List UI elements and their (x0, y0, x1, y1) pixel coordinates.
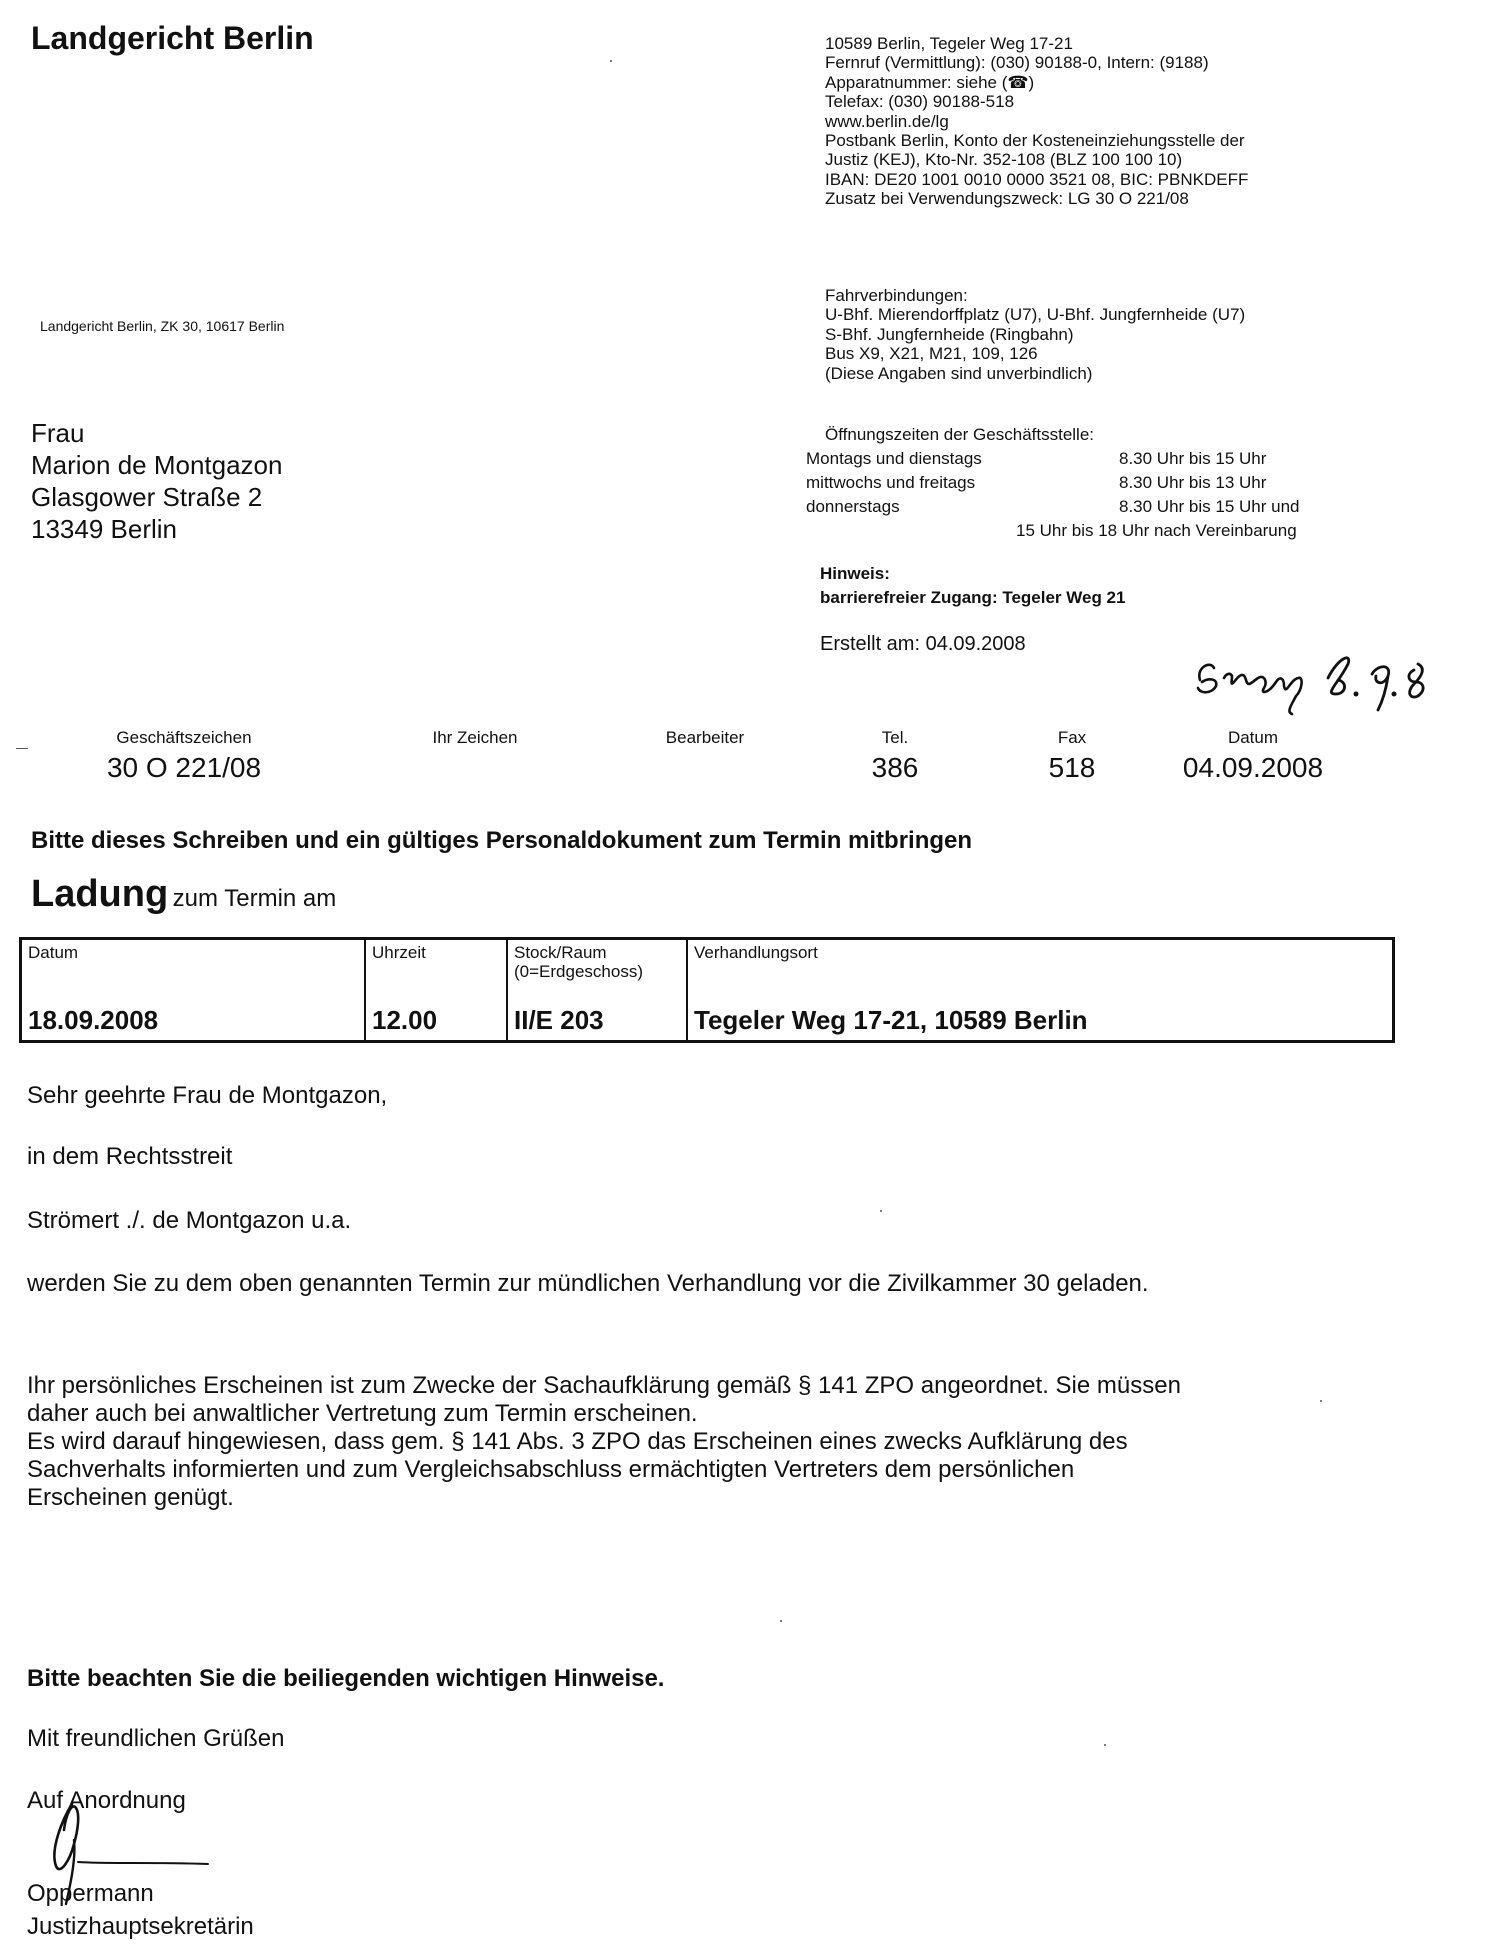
summons-place-cell (686, 940, 1392, 1040)
court-iban: IBAN: DE20 1001 0010 0000 3521 08, BIC: PBNKDEFF (825, 169, 1249, 189)
clerk-title: Justizhauptsekretärin (27, 1913, 254, 1940)
hours-time: 8.30 Uhr bis 13 Uhr (1119, 473, 1267, 492)
telephone (845, 728, 945, 784)
summons-date-value: 18.09.2008 (28, 1005, 159, 1035)
telephone-value: 386 (871, 752, 919, 783)
closing-order: Auf Anordnung (27, 1787, 186, 1814)
case-number-label: Geschäftszeichen (116, 728, 252, 747)
hours-extra: 15 Uhr bis 18 Uhr nach Vereinbarung (1016, 521, 1297, 540)
summons-statement: werden Sie zu dem oben genannten Termin zur mündlichen Verhandlung vor die Zivilkammer 30 geladen. (27, 1270, 1149, 1297)
court-extension: Apparatnummer: siehe (☎) (825, 72, 1035, 92)
hint-text: barrierefreier Zugang: Tegeler Weg 21 (820, 588, 1126, 607)
hours-row (806, 447, 1366, 471)
handwritten-receipt-note (1188, 638, 1448, 718)
court-contact-block (825, 34, 1248, 209)
court-phone: Fernruf (Vermittlung): (030) 90188-0, Intern: (9188) (825, 53, 1209, 73)
summons-place-label: Verhandlungsort (694, 943, 818, 962)
paragraph-line: Es wird darauf hingewiesen, dass gem. § 141 Abs. 3 ZPO das Erscheinen eines zwecks Aufklärung des (27, 1428, 1128, 1455)
transport-line: U-Bhf. Mierendorffplatz (U7), U-Bhf. Jungfernheide (U7) (825, 305, 1246, 325)
court-name: Landgericht Berlin (31, 20, 314, 56)
letter-date-label: Datum (1227, 728, 1279, 747)
your-reference (410, 728, 540, 748)
court-website: www.berlin.de/lg (825, 111, 949, 131)
court-fax: Telefax: (030) 90188-518 (825, 92, 1015, 112)
summons-table (19, 937, 1395, 1043)
scan-speck (880, 1210, 882, 1212)
summons-date-label: Datum (28, 943, 79, 962)
letter-date (1168, 728, 1338, 784)
summons-room-cell (506, 940, 686, 1040)
bring-documents-instruction: Bitte dieses Schreiben und ein gültiges Personaldokument zum Termin mitbringen (31, 827, 973, 854)
case-number (84, 728, 284, 784)
scan-speck (610, 60, 612, 62)
summons-date-cell (22, 940, 364, 1040)
transport-block (825, 286, 1245, 383)
opening-hours (806, 447, 1366, 543)
summons-room-sublabel: (0=Erdgeschoss) (514, 962, 643, 981)
scan-speck (780, 1620, 782, 1622)
transport-line: Bus X9, X21, M21, 109, 126 (825, 344, 1038, 364)
fax (1022, 728, 1122, 784)
hint-block (820, 562, 1125, 610)
letter-date-value: 04.09.2008 (1182, 752, 1324, 783)
hours-day: mittwochs und freitags (806, 473, 976, 492)
summons-time-label: Uhrzeit (372, 943, 426, 962)
hours-day: donnerstags (806, 497, 900, 516)
hours-day: Montags und dienstags (806, 449, 982, 468)
court-reference-note: Zusatz bei Verwendungszweck: LG 30 O 221/08 (825, 189, 1189, 209)
transport-line: S-Bhf. Jungfernheide (Ringbahn) (825, 324, 1074, 344)
summons-title-big: Ladung (31, 873, 169, 915)
clerk (640, 728, 770, 748)
recipient-name: Marion de Montgazon (31, 450, 283, 480)
summons-time-cell (364, 940, 506, 1040)
closing-greeting: Mit freundlichen Grüßen (27, 1725, 285, 1752)
hours-time: 8.30 Uhr bis 15 Uhr (1119, 449, 1267, 468)
hours-title (825, 425, 1094, 444)
important-notes-reminder: Bitte beachten Sie die beiliegenden wichtigen Hinweise. (27, 1665, 665, 1692)
salutation: Sehr geehrte Frau de Montgazon, (27, 1082, 388, 1109)
recipient-salutation: Frau (31, 418, 85, 448)
case-number-value: 30 O 221/08 (106, 752, 262, 783)
court-address: 10589 Berlin, Tegeler Weg 17-21 (825, 34, 1073, 53)
hours-row (806, 495, 1366, 519)
paragraph-line: Erscheinen genügt. (27, 1484, 234, 1511)
court-bank-line-2: Justiz (KEJ), Kto-Nr. 352-108 (BLZ 100 100 10) (825, 150, 1183, 170)
hint-title: Hinweis: (820, 564, 890, 583)
case-parties: Strömert ./. de Montgazon u.a. (27, 1207, 352, 1234)
paragraph-line: Sachverhalts informierten und zum Vergleichsabschluss ermächtigten Vertreters dem persönlichen (27, 1456, 1075, 1483)
scan-speck (1104, 1744, 1106, 1746)
recipient-street: Glasgower Straße 2 (31, 482, 263, 512)
scan-speck (1320, 1400, 1322, 1402)
summons-room-label: Stock/Raum (514, 943, 607, 962)
clerk-name: Oppermann (27, 1880, 154, 1907)
scan-speck (16, 748, 28, 749)
fax-label: Fax (1057, 728, 1087, 747)
clerk-label: Bearbeiter (665, 728, 745, 747)
return-address: Landgericht Berlin, ZK 30, 10617 Berlin (40, 318, 285, 334)
summons-title (31, 873, 336, 916)
transport-line: (Diese Angaben sind unverbindlich) (825, 363, 1093, 383)
recipient-city: 13349 Berlin (31, 514, 177, 544)
summons-title-small: zum Termin am (172, 885, 337, 912)
your-reference-label: Ihr Zeichen (432, 728, 518, 747)
hours-row (806, 471, 1366, 495)
fax-value: 518 (1048, 752, 1096, 783)
appearance-paragraph (27, 1372, 1181, 1512)
hours-title-text: Öffnungszeiten der Geschäftsstelle: (825, 425, 1095, 444)
paragraph-line: Ihr persönliches Erscheinen ist zum Zwecke der Sachaufklärung gemäß § 141 ZPO angeordnet. Sie müssen (27, 1372, 1181, 1399)
recipient-address (31, 417, 282, 545)
court-bank-line-1: Postbank Berlin, Konto der Kosteneinziehungsstelle der (825, 131, 1245, 151)
telephone-label: Tel. (881, 728, 909, 747)
hours-time: 8.30 Uhr bis 15 Uhr und (1119, 497, 1300, 516)
created-date: Erstellt am: 04.09.2008 (820, 633, 1026, 655)
summons-time-value: 12.00 (372, 1005, 438, 1035)
paragraph-line: daher auch bei anwaltlicher Vertretung zum Termin erscheinen. (27, 1400, 698, 1427)
case-intro: in dem Rechtsstreit (27, 1143, 233, 1170)
reference-row (0, 728, 1496, 788)
transport-title: Fahrverbindungen: (825, 286, 968, 305)
summons-room-value: II/E 203 (514, 1005, 604, 1035)
summons-place-value: Tegeler Weg 17-21, 10589 Berlin (694, 1005, 1088, 1035)
